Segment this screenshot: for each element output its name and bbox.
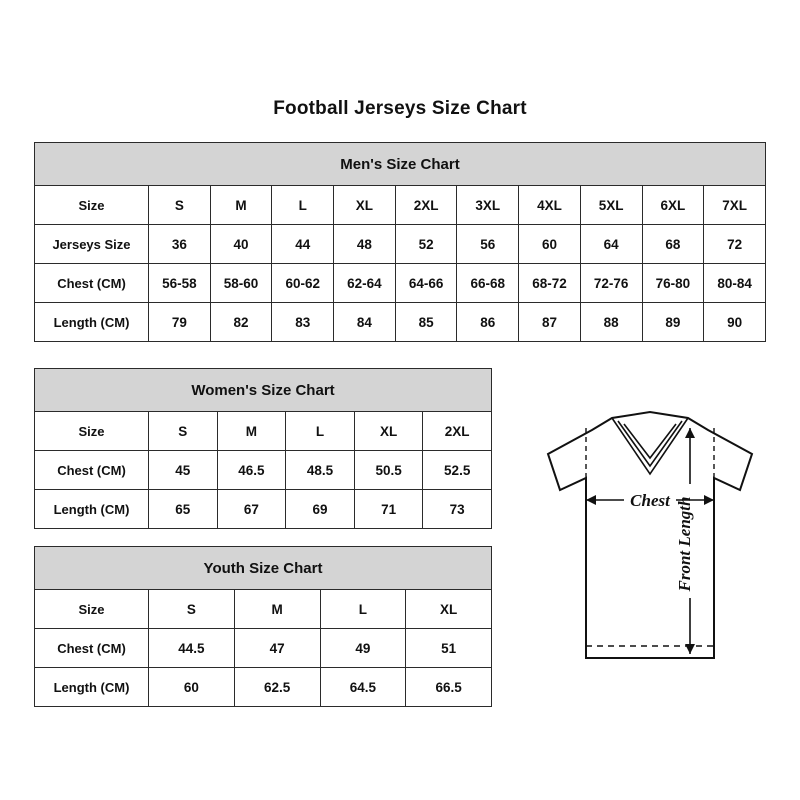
column-header-6xl: 6XL (642, 186, 704, 225)
mens-heading: Men's Size Chart (35, 143, 766, 186)
table-cell: 71 (354, 490, 423, 529)
column-header-m: M (217, 412, 286, 451)
column-header-l: L (320, 590, 406, 629)
table-cell: 60 (149, 668, 235, 707)
table-section-heading-row (35, 547, 492, 590)
table-cell: 68 (642, 225, 704, 264)
table-cell: 49 (320, 629, 406, 668)
table-cell: 44 (272, 225, 334, 264)
column-header-m: M (210, 186, 272, 225)
table-cell: 40 (210, 225, 272, 264)
table-column-header-row (35, 412, 492, 451)
table-cell: 52 (395, 225, 457, 264)
table-cell: 66.5 (406, 668, 492, 707)
youth-size-chart-table (34, 546, 492, 707)
table-cell: 67 (217, 490, 286, 529)
column-header-4xl: 4XL (519, 186, 581, 225)
table-cell: 60 (519, 225, 581, 264)
table-cell: 47 (234, 629, 320, 668)
table-cell: 48 (334, 225, 396, 264)
womens-heading: Women's Size Chart (35, 369, 492, 412)
table-column-header-row (35, 590, 492, 629)
table-cell: 85 (395, 303, 457, 342)
table-cell: 62.5 (234, 668, 320, 707)
table-cell: 36 (149, 225, 211, 264)
table-cell: 62-64 (334, 264, 396, 303)
row-label: Length (CM) (35, 303, 149, 342)
column-header-xl: XL (334, 186, 396, 225)
table-row (35, 264, 766, 303)
column-header-xl: XL (406, 590, 492, 629)
column-header-s: S (149, 590, 235, 629)
table-cell: 84 (334, 303, 396, 342)
table-column-header-row (35, 186, 766, 225)
table-cell: 51 (406, 629, 492, 668)
table-row (35, 668, 492, 707)
table-cell: 52.5 (423, 451, 492, 490)
table-cell: 66-68 (457, 264, 519, 303)
table-cell: 90 (704, 303, 766, 342)
table-cell: 64 (580, 225, 642, 264)
table-cell: 83 (272, 303, 334, 342)
table-cell: 58-60 (210, 264, 272, 303)
column-header-s: S (149, 186, 211, 225)
table-cell: 76-80 (642, 264, 704, 303)
table-cell: 73 (423, 490, 492, 529)
table-cell: 69 (286, 490, 355, 529)
womens-table (34, 368, 492, 529)
chest-measure-label: Chest (630, 491, 670, 510)
table-cell: 82 (210, 303, 272, 342)
womens-size-chart-table (34, 368, 492, 529)
row-label: Chest (CM) (35, 629, 149, 668)
front-length-measure-label: Front Length (675, 496, 694, 592)
column-header-s: S (149, 412, 218, 451)
table-cell: 46.5 (217, 451, 286, 490)
table-cell: 44.5 (149, 629, 235, 668)
table-row (35, 490, 492, 529)
row-label: Jerseys Size (35, 225, 149, 264)
column-header-3xl: 3XL (457, 186, 519, 225)
table-cell: 87 (519, 303, 581, 342)
column-header-m: M (234, 590, 320, 629)
table-cell: 48.5 (286, 451, 355, 490)
table-section-heading-row (35, 143, 766, 186)
column-header-2xl: 2XL (423, 412, 492, 451)
column-header-5xl: 5XL (580, 186, 642, 225)
mens-table (34, 142, 766, 342)
table-cell: 86 (457, 303, 519, 342)
table-row (35, 629, 492, 668)
table-cell: 50.5 (354, 451, 423, 490)
table-cell: 89 (642, 303, 704, 342)
row-label: Length (CM) (35, 668, 149, 707)
column-header-l: L (272, 186, 334, 225)
row-label: Chest (CM) (35, 264, 149, 303)
column-header-size: Size (35, 186, 149, 225)
table-cell: 56-58 (149, 264, 211, 303)
table-section-heading-row (35, 369, 492, 412)
mens-size-chart-table (34, 142, 766, 342)
page-title: Football Jerseys Size Chart (273, 98, 527, 119)
table-row (35, 451, 492, 490)
table-cell: 79 (149, 303, 211, 342)
table-cell: 65 (149, 490, 218, 529)
table-cell: 64-66 (395, 264, 457, 303)
row-label: Chest (CM) (35, 451, 149, 490)
table-cell: 56 (457, 225, 519, 264)
table-cell: 80-84 (704, 264, 766, 303)
table-row (35, 303, 766, 342)
table-cell: 88 (580, 303, 642, 342)
table-cell: 72-76 (580, 264, 642, 303)
table-row (35, 225, 766, 264)
column-header-size: Size (35, 590, 149, 629)
column-header-2xl: 2XL (395, 186, 457, 225)
youth-heading: Youth Size Chart (35, 547, 492, 590)
youth-table (34, 546, 492, 707)
table-cell: 60-62 (272, 264, 334, 303)
row-label: Length (CM) (35, 490, 149, 529)
table-cell: 72 (704, 225, 766, 264)
table-cell: 64.5 (320, 668, 406, 707)
column-header-l: L (286, 412, 355, 451)
column-header-7xl: 7XL (704, 186, 766, 225)
column-header-xl: XL (354, 412, 423, 451)
tshirt-measurement-diagram (500, 398, 785, 688)
table-cell: 68-72 (519, 264, 581, 303)
column-header-size: Size (35, 412, 149, 451)
table-cell: 45 (149, 451, 218, 490)
